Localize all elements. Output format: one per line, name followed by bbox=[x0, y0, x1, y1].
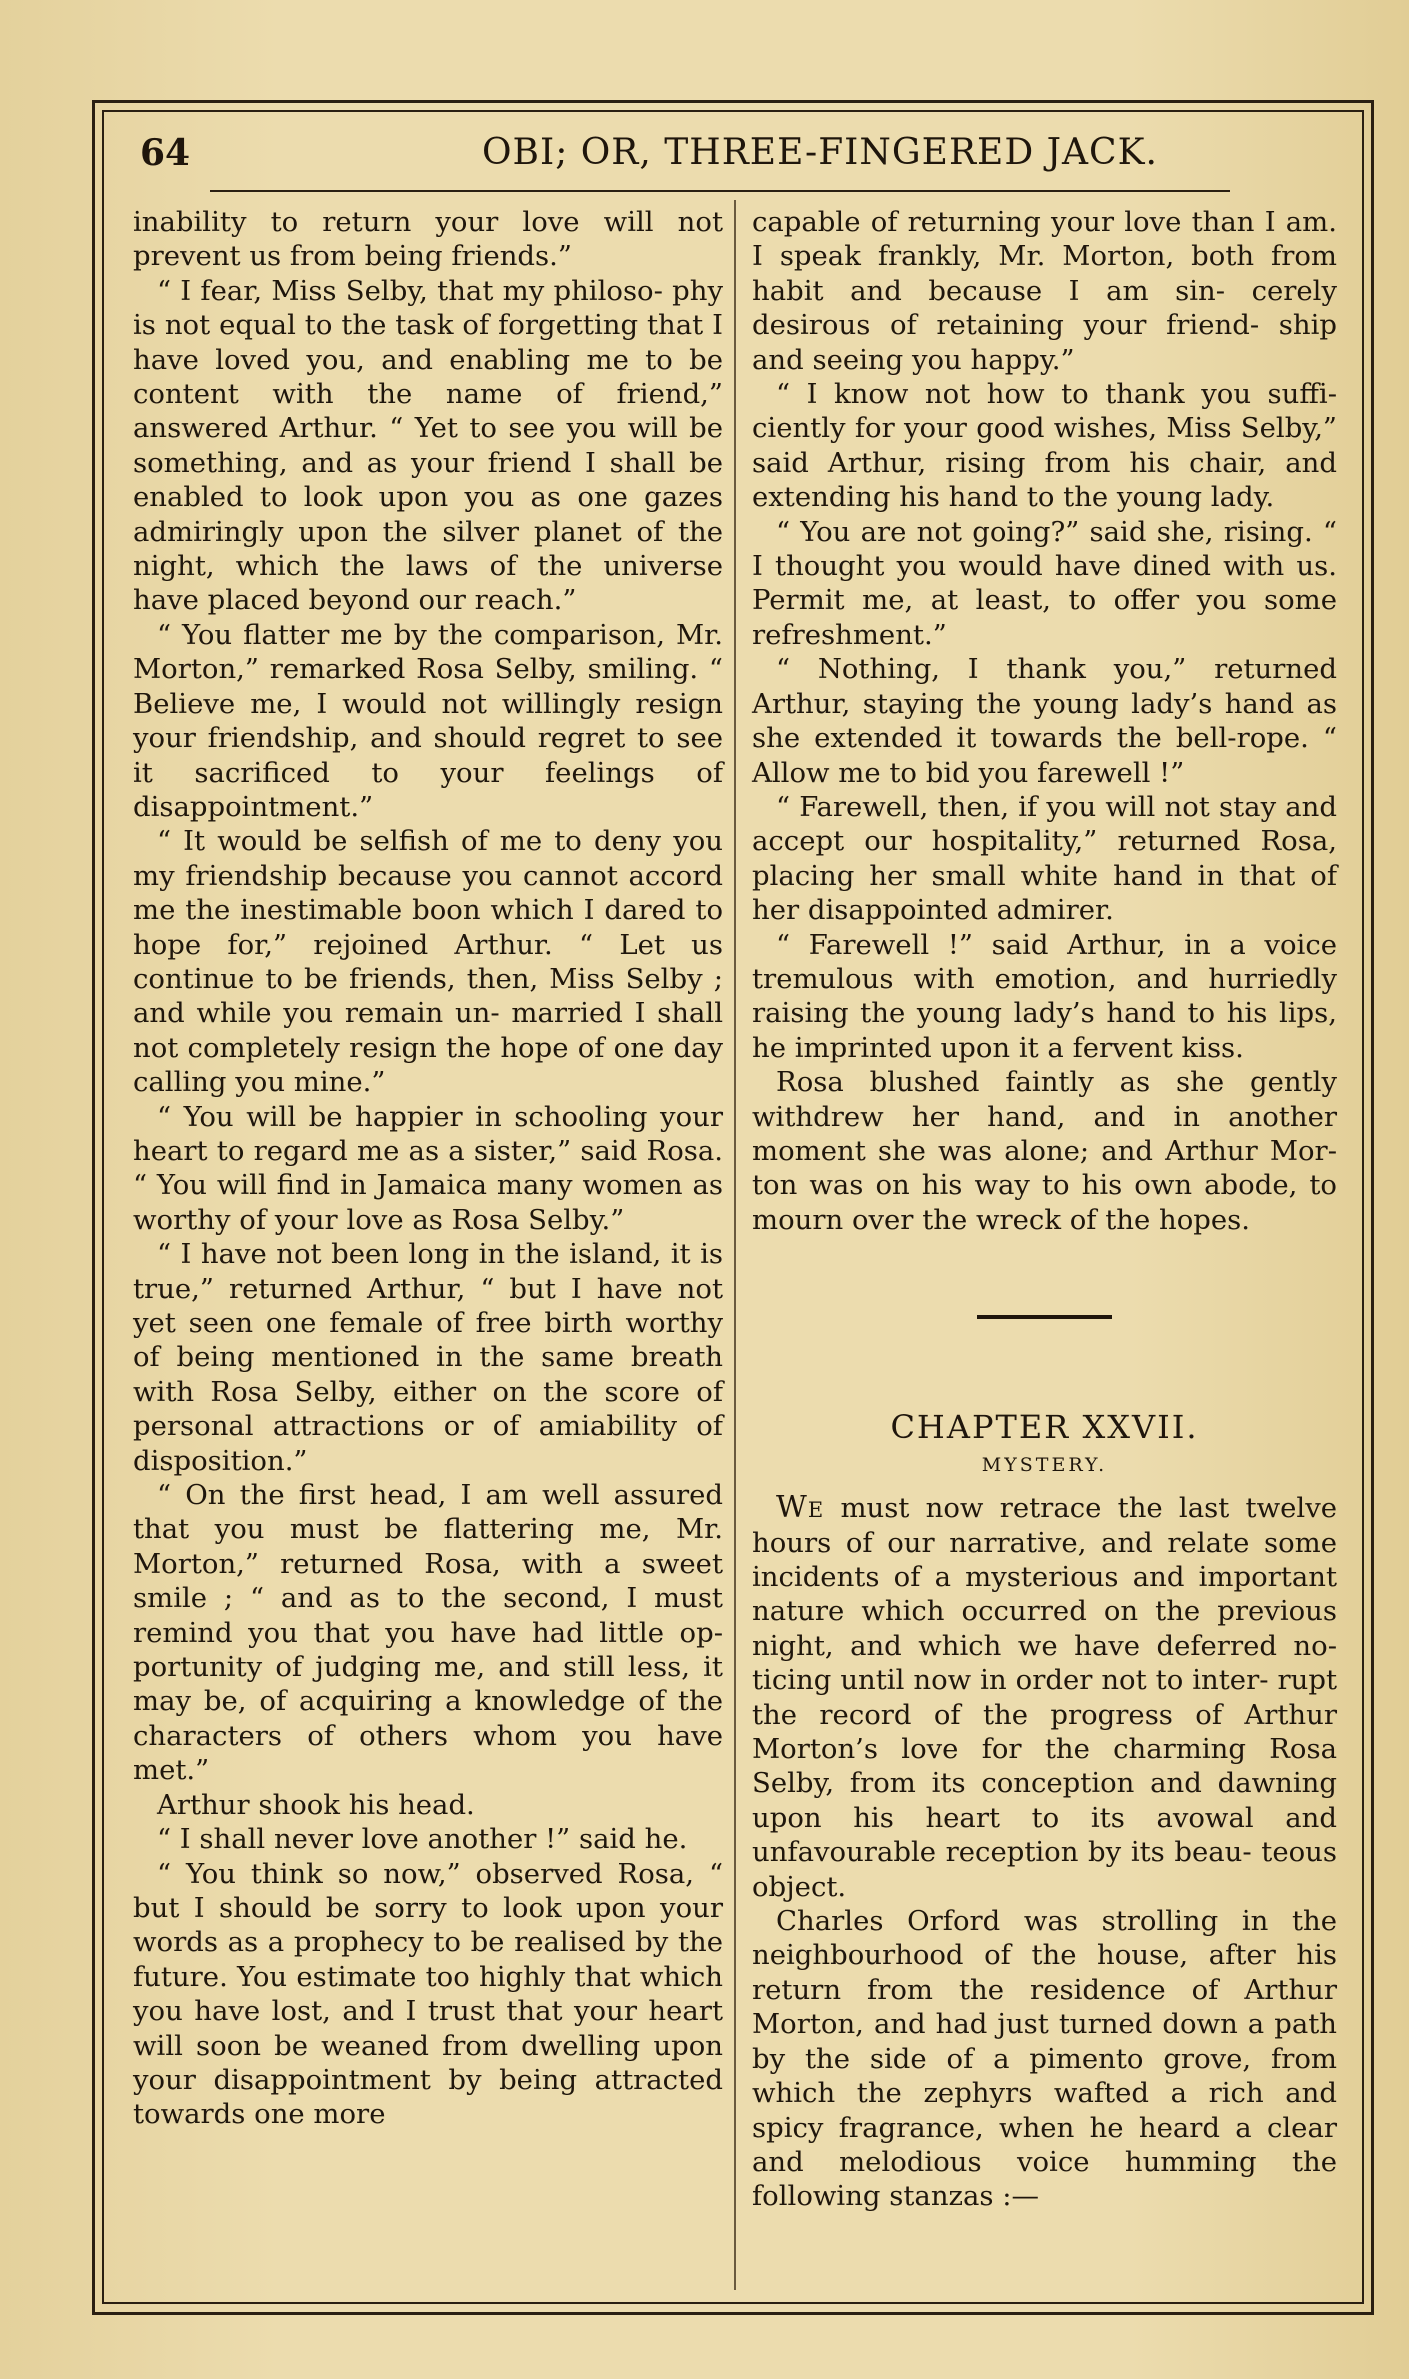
bottom-inner-rule bbox=[102, 2302, 1364, 2304]
paragraph: inability to return your love will not prevent us from being friends.” bbox=[133, 206, 723, 273]
running-title: OBI; OR, THREE-FINGERED JACK. bbox=[482, 132, 1158, 173]
top-border-rule bbox=[92, 100, 1374, 103]
paragraph: “ Nothing, I thank you,” returned Arthur, staying the young lady’s hand as she extended it towards the bell-rope. “ Allow me to bid you farewell !” bbox=[752, 653, 1337, 789]
paragraph: “ It would be selfish of me to deny you my friendship because you cannot accord me the inestimable boon which I dared to hope for,” rejoined Arthur. “ Let us continue to be friends, then, Miss Selby ; and while you remain un- married I shall not completely resign the hope of one day calling you mine.” bbox=[133, 825, 723, 1099]
header-underline bbox=[210, 190, 1230, 192]
paragraph: Charles Orford was strolling in the neighbourhood of the house, after his return from the residence of Arthur Morton, and had just turned down a path by the side of a pimento grove, from which the zephyrs wafted a rich and spicy fragrance, when he heard a clear and melodious voice humming the following stanzas :— bbox=[752, 1905, 1337, 2213]
right-border-rule bbox=[1371, 100, 1374, 2315]
opening-text: must now retrace the last twelve hours of our narrative, and relate some incidents of a mysterious and important nature which occurred on the previous night, and which we have deferred no- ticing until now in order not to inter- rupt the record of the progress of Arthur Morton’s love for the charming Rosa Selby, from its conception and dawning upon his heart to its avowal and unfavourable reception by its beau- teous object. bbox=[752, 1492, 1338, 1903]
column-divider bbox=[734, 200, 736, 2290]
section-separator-rule bbox=[977, 1315, 1112, 1319]
bottom-border-rule bbox=[92, 2312, 1374, 2315]
left-inner-rule bbox=[102, 110, 104, 2304]
opening-word: We bbox=[776, 1490, 825, 1526]
paragraph: “ Farewell, then, if you will not stay and accept our hospitality,” returned Rosa, placing her small white hand in that of her disappointed admirer. bbox=[752, 790, 1337, 927]
chapter-heading: CHAPTER XXVII. bbox=[890, 1408, 1199, 1447]
left-border-rule bbox=[92, 100, 95, 2315]
paragraph: “ On the first head, I am well assured that you must be flattering me, Mr. Morton,” returned Rosa, with a sweet smile ; “ and as to the second, I must remind you that you have had little op- portunity of judging me, and still less, it may be, of acquiring a knowledge of the characters of others whom you have met.” bbox=[133, 1479, 723, 1787]
paragraph: Arthur shook his head. bbox=[157, 1788, 475, 1821]
chapter-subtitle: MYSTERY. bbox=[981, 1454, 1108, 1477]
paragraph: “ You are not going?” said she, rising. “ I thought you would have dined with us. Permit me, at least, to offer you some refreshment.” bbox=[752, 515, 1337, 651]
top-inner-rule bbox=[102, 110, 1364, 112]
paragraph: Rosa blushed faintly as she gently withdrew her hand, and in another moment she was alone; and Arthur Mor- ton was on his way to his own abode, to mourn over the wreck of the hopes. bbox=[752, 1066, 1337, 1236]
right-column bbox=[752, 205, 1337, 2214]
page-header bbox=[140, 128, 1340, 178]
paragraph: capable of returning your love than I am. I speak frankly, Mr. Morton, both from habit and because I am sin- cerely desirous of retaining your friend- ship and seeing you happy.” bbox=[752, 206, 1337, 376]
right-inner-rule bbox=[1362, 110, 1364, 2304]
paragraph: “ I fear, Miss Selby, that my philoso- phy is not equal to the task of forgetting that I have loved you, and enabling me to be content with the name of friend,” answered Arthur. “ Yet to see you will be something, and as your friend I shall be enabled to look upon you as one gazes admiringly upon the silver planet of the night, which the laws of the universe have placed beyond our reach.” bbox=[133, 274, 723, 617]
paragraph: “ You will be happier in schooling your heart to regard me as a sister,” said Rosa. “ You will find in Jamaica many women as worthy of your love as Rosa Selby.” bbox=[133, 1100, 723, 1236]
paragraph: “ I know not how to thank you suffi- ciently for your good wishes, Miss Selby,” said Arthur, rising from his chair, and extending his hand to the young lady. bbox=[752, 378, 1337, 514]
paragraph: “ I shall never love another !” said he. bbox=[157, 1823, 688, 1856]
paragraph: “ You think so now,” observed Rosa, “ but I should be sorry to look upon your words as a prophecy to be realised by the future. You estimate too highly that which you have lost, and I trust that your heart will soon be weaned from dwelling upon your disappointment by being attracted towards one more bbox=[133, 1857, 723, 2131]
paragraph: “ You flatter me by the comparison, Mr. Morton,” remarked Rosa Selby, smiling. “ Believe me, I would not willingly resign your friendship, and should regret to see it sacrificed to your feelings of disappointment.” bbox=[133, 618, 723, 823]
page-number: 64 bbox=[140, 132, 191, 174]
chapter-opening-paragraph bbox=[752, 1491, 1337, 1904]
paragraph: “ Farewell !” said Arthur, in a voice tremulous with emotion, and hurriedly raising the young lady’s hand to his lips, he imprinted upon it a fervent kiss. bbox=[752, 928, 1337, 1064]
left-column bbox=[133, 205, 723, 2132]
paragraph: “ I have not been long in the island, it is true,” returned Arthur, “ but I have not yet seen one female of free birth worthy of being mentioned in the same breath with Rosa Selby, either on the score of personal attractions or of amiability of disposition.” bbox=[133, 1238, 723, 1477]
